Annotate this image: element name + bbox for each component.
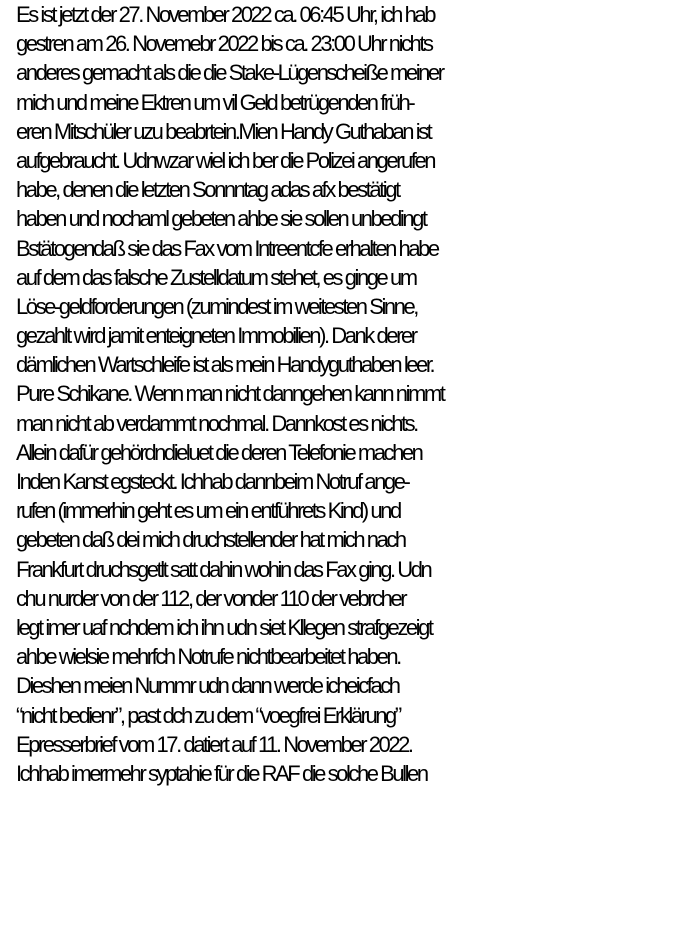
text-line: gebeten daß dei mich druchstellender hat mich nach: [16, 527, 405, 553]
text-line: man nicht ab verdammt nochmal. Dannkost es nichts.: [16, 410, 417, 436]
text-line: Epresserbrief vom 17. datiert auf 11. November 2022.: [16, 731, 412, 757]
text-line: chu nurder von der 112, der vonder 110 der vebrcher: [16, 585, 406, 611]
text-line: Ichhab imermehr syptahie für die RAF die solche Bullen: [16, 760, 427, 786]
text-line: gezahlt wird jamit enteigneten Immobilien). Dank derer: [16, 323, 416, 349]
text-line: Löse-geldforderungen (zumindest im weitesten Sinne,: [16, 293, 417, 319]
text-line: Es ist jetzt der 27. November 2022 ca. 06:45 Uhr, ich hab: [16, 2, 434, 27]
text-line: dämlichen Wartschleife ist als mein Handyguthaben leer.: [16, 352, 434, 378]
text-line: Frankfurt druchsgetlt satt dahin wohin das Fax ging. Udn: [16, 556, 431, 582]
text-line: mich und meine Ektren um vil Geld betrügenden früh-: [16, 89, 414, 115]
text-line: habe, denen die letzten Sonnntag adas afx bestätigt: [16, 177, 399, 203]
text-line: ahbe wielsie mehrfch Notrufe nichtbearbeitet haben.: [16, 644, 400, 670]
text-line: auf dem das falsche Zustelldatum stehet, es ginge um: [16, 264, 416, 290]
text-line: Allein dafür gehördndieluet die deren Telefonie machen: [16, 439, 422, 465]
text-line: “nicht bedienr”, past dch zu dem “voegfrei Erklärung”: [16, 702, 400, 728]
text-line: haben und nochaml gebeten ahbe sie sollen unbedingt: [16, 206, 426, 232]
text-line: legt imer uaf nchdem ich ihn udn siet Kllegen strafgezeigt: [16, 614, 432, 640]
text-line: eren Mitschüler uzu beabrtein.Mien Handy Guthaban ist: [16, 118, 431, 144]
text-line: Dieshen meien Nummr udn dann werde icheicfach: [16, 673, 399, 699]
text-line: gestren am 26. Novemebr 2022 bis ca. 23:00 Uhr nichts: [16, 31, 432, 57]
body-text: [16, 0, 684, 788]
text-line: anderes gemacht als die die Stake-Lügenscheiße meiner: [16, 60, 443, 86]
text-line: aufgebraucht. Udnwzar wiel ich ber die Polizei angerufen: [16, 147, 435, 173]
text-line: Pure Schikane. Wenn man nicht danngehen kann nimmt: [16, 381, 444, 407]
text-line: Bstätogendaß sie das Fax vom Intreentcfe erhalten habe: [16, 235, 438, 261]
text-line: rufen (immerhin geht es um ein entführets Kind) und: [16, 498, 400, 524]
text-line: Inden Kanst egsteckt. Ichhab dannbeim Notruf ange-: [16, 469, 409, 494]
